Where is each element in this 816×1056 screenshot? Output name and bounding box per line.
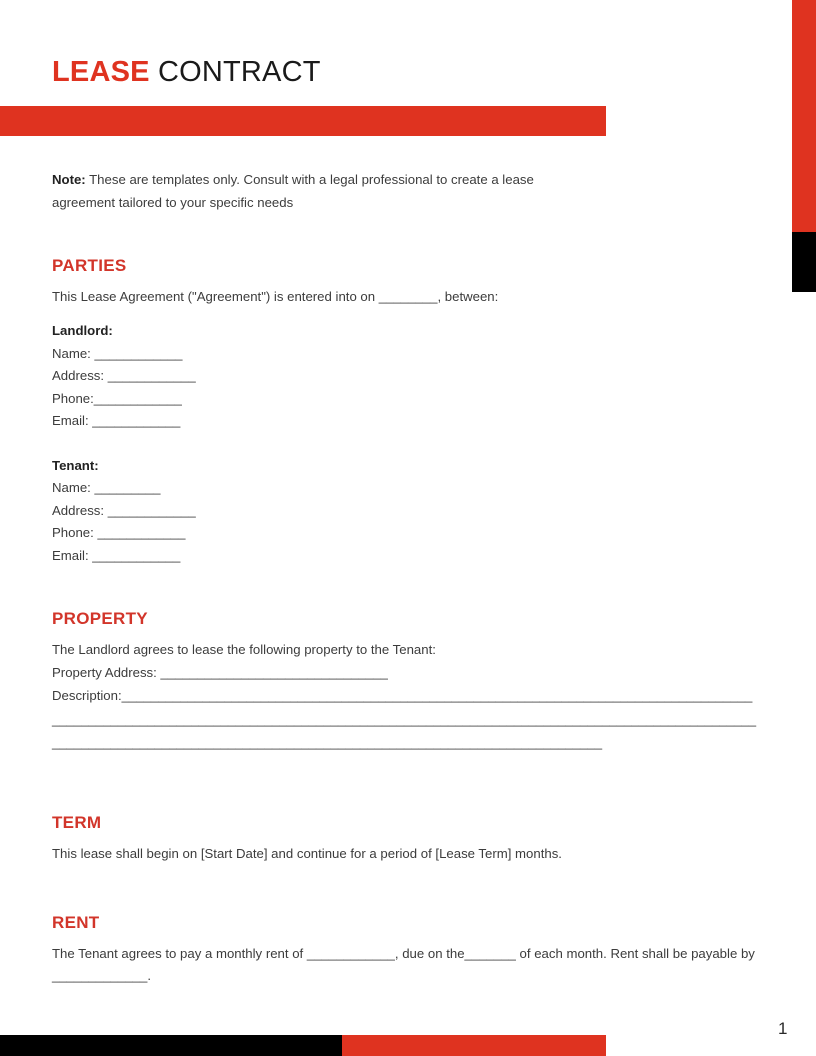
document-body — [52, 168, 758, 987]
footer-black-bar — [0, 1035, 342, 1056]
tenant-phone-field: Phone: ____________ — [52, 525, 186, 540]
page-number: 1 — [778, 1019, 788, 1038]
landlord-label: Landlord: — [52, 323, 113, 338]
section-property — [52, 609, 758, 755]
parties-intro: This Lease Agreement ("Agreement") is entered into on ________, between: — [52, 289, 499, 304]
property-address-field: Property Address: _______________________________ — [52, 664, 388, 680]
property-heading: PROPERTY — [52, 609, 148, 628]
property-intro: The Landlord agrees to lease the following property to the Tenant: — [52, 642, 436, 657]
template-note — [52, 168, 572, 214]
landlord-name-field: Name: ____________ — [52, 345, 183, 361]
note-label: Note: — [52, 172, 86, 187]
note-text: These are templates only. Consult with a legal professional to create a lease agreement tailored to your specific needs — [52, 172, 534, 210]
title-primary: LEASE — [52, 56, 150, 88]
landlord-address-field: Address: ____________ — [52, 368, 196, 383]
tenant-block — [52, 455, 758, 568]
tenant-address-field: Address: ____________ — [52, 502, 196, 518]
rent-heading: RENT — [52, 912, 100, 932]
document-title — [52, 52, 321, 92]
header-accent-rule — [0, 106, 606, 136]
tenant-name-field: Name: _________ — [52, 480, 161, 495]
landlord-block — [52, 320, 758, 433]
footer-red-bar — [342, 1035, 606, 1056]
right-edge-red-bar — [792, 0, 816, 232]
section-term — [52, 813, 758, 865]
section-parties — [52, 256, 758, 567]
term-text: This lease shall begin on [Start Date] and continue for a period of [Lease Term] months. — [52, 845, 562, 861]
parties-heading: PARTIES — [52, 256, 127, 275]
right-edge-black-bar — [792, 232, 816, 292]
title-secondary: CONTRACT — [157, 56, 321, 88]
landlord-email-field: Email: ____________ — [52, 413, 181, 428]
tenant-label: Tenant: — [52, 457, 99, 473]
term-heading: TERM — [52, 812, 102, 832]
rent-text: The Tenant agrees to pay a monthly rent of ____________, due on the_______ of each month. Rent shall be payable by _____________. — [52, 945, 755, 983]
property-description-field: Description:_________________________________________________________________________________________________________________________________________________________________________________________________________________________________________________________________ — [52, 688, 757, 750]
tenant-email-field: Email: ____________ — [52, 547, 181, 563]
landlord-phone-field: Phone:____________ — [52, 390, 182, 406]
section-rent — [52, 913, 758, 987]
